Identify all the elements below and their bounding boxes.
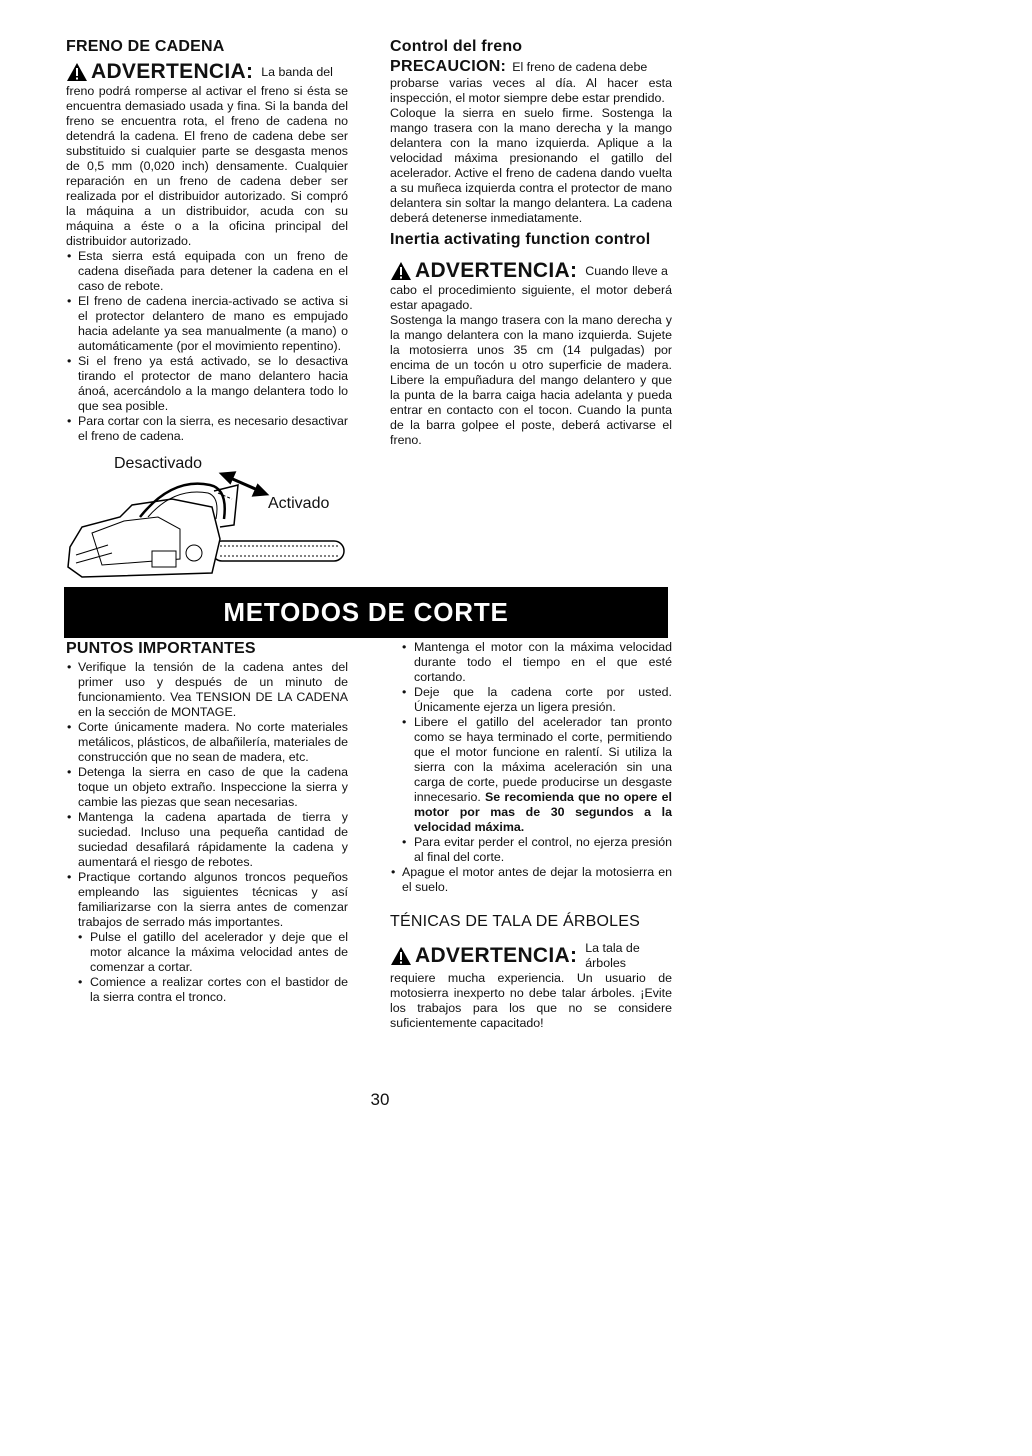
list-item: • Corte únicamente madera. No corte materiales metálicos, plásticos, de albañilería, materiales de construcción que no sean de madera, etc. [66,720,348,765]
list-item: • Mantenga el motor con la máxima velocidad durante todo el tiempo en el que esté cortando. [390,640,672,685]
figure-label-deactivated: Desactivado [114,455,203,472]
section-heading-inertia: Inertia activating function control [390,231,651,248]
brake-control-paragraph: Coloque la sierra en suelo firme. Sostenga la mango trasera con la mano derecha y la mango delantera con la mano izquierda. Aplique a la velocidad máxima presionando el gatillo del acelerador. Active el freno de cadena dando vuelta a su muñeca izquierda contra el protector de mano delantera sin soltar la mango delantera. La cadena deberá detenerse inmediatamente. [390,106,672,225]
list-item: • Para cortar con la sierra, es necesario desactivar el freno de cadena. [66,414,348,444]
list-item: • Verifique la tensión de la cadena antes del primer uso y después de un minuto de funcionamiento. Vea TENSION DE LA CADENA en la sección de MONTAGE. [66,660,348,720]
warning-header [390,941,672,971]
caution-text: probarse varias veces al día. Al hacer esta inspección, el motor siempre debe estar prendido. [390,76,672,105]
chain-brake-bullets [66,249,348,444]
list-item: • Detenga la sierra en caso de que la cadena toque un objeto extraño. Inspeccione la sierra y cambie las piezas que sean necesarias. [66,765,348,810]
double-arrow-icon [222,473,266,495]
figure-label-activated: Activado [268,495,330,512]
warning-label: ADVERTENCIA: [415,259,578,282]
list-item: • Mantenga la cadena apartada de tierra y suciedad. Incluso una pequeña cantidad de suciedad desafilará rápidamente la cadena y aumentará el riesgo de rebotes. [66,810,348,870]
chainsaw-brake-figure [62,455,362,587]
list-item: • El freno de cadena inercia-activado se activa si el protector delantero de mano es empujado hacia adelante ya sea manualmente (a mano) o automáticamente (por el movimiento repentino). [66,294,348,354]
warning-triangle-icon [390,261,412,281]
practice-sub-bullets [66,930,348,1005]
warning-label: ADVERTENCIA: [415,944,578,967]
warning-header [66,60,348,84]
warning-first-words: La banda del [261,64,333,79]
page-number: 30 [370,1090,390,1109]
list-item [390,715,672,835]
section-heading-important-points: PUNTOS IMPORTANTES [66,640,256,657]
warning-first-words: La tala de árboles [585,941,640,970]
list-item: • Deje que la cadena corte por usted. Únicamente ejerza un ligera presión. [390,685,672,715]
release-trigger-bold-text: Se recomienda que no opere el motor por mas de 30 segundos a la velocidad máxima. [414,790,672,834]
caution-header [390,58,672,76]
caution-label: PRECAUCION: [390,58,507,75]
inertia-paragraph: Sostenga la mango trasera con la mano derecha y la mango delantera con la mano izquierda. Sujete la motosierra unos 35 cm (14 pulgadas) por encima de un tocón u otro superficie de madera. Libere la empuñadura del mango delantero y que la punta de la barra caiga hacia adelanta y pueda entrar en contacto con el tocon. Cuando la punta de la barra golpee el poste, deberá activarse el freno. [390,313,672,447]
warning-text: requiere mucha experiencia. Un usuario de motosierra inexperto no debe talar árboles. ¡Evite los trabajos para los que no se considere suficientemente capacitado! [390,971,672,1030]
warning-label: ADVERTENCIA: [91,60,254,83]
warning-first-words: Cuando lleve a [585,263,668,278]
right-top-column [390,38,672,448]
warning-text: cabo el procedimiento siguiente, el motor deberá estar apagado. [390,283,672,312]
cutting-bullets [390,640,672,865]
warning-triangle-icon [66,62,88,82]
list-item: • Apague el motor antes de dejar la motosierra en el suelo. [390,865,672,895]
release-trigger-text: Libere el gatillo del acelerador tan pronto como se haya terminado el corte, permitiendo que el motor funcione en ralentí. Si utiliza la sierra con la máxima aceleración sin una carga de corte, puede producirse un desgaste innecesario. [414,715,672,804]
warning-header [390,259,672,283]
list-item: • Si el freno ya está activado, se lo desactiva tirando el protector de mano delantero hacia ánoá, acercándolo a la mango delantera todo lo que sea posible. [66,354,348,414]
important-points-bullets [66,660,348,930]
section-heading-chain-brake: FRENO DE CADENA [66,38,225,55]
warning-triangle-icon [390,946,412,966]
list-item: • Comience a realizar cortes con el bastidor de la sierra contra el tronco. [66,975,348,1005]
caution-first-words: El freno de cadena debe [512,60,648,74]
left-top-column [66,38,348,444]
section-heading-tree-felling: TÉNICAS DE TALA DE ÁRBOLES [390,913,641,930]
list-item: • Esta sierra está equipada con un freno de cadena diseñada para detener la cadena en el caso de rebote. [66,249,348,294]
list-item: • Practique cortando algunos troncos pequeños empleando las siguientes técnicas y así familiarizarse con la sierra antes de comenzar trabajos de serrado más importantes. [66,870,348,930]
right-bottom-column [390,640,672,1031]
section-heading-brake-control: Control del freno [390,38,523,55]
list-item: • Pulse el gatillo del acelerador y deje que el motor alcance la máxima velocidad antes de comenzar a cortar. [66,930,348,975]
section-banner: METODOS DE CORTE [64,587,668,638]
shutdown-bullet [390,865,672,895]
list-item: • Para evitar perder el control, no ejerza presión al final del corte. [390,835,672,865]
left-bottom-column [66,640,348,1005]
warning-text: freno podrá romperse al activar el freno si ésta se encuentra demasiado usada y fina. Si la banda del freno se encuentra rota, el freno de cadena no detendrá la cadena. El freno de cadena debe ser substituido si cualquier parte se desgasta menos de 0,5 mm (0,020 inch) densamente. Cualquier reparación en un freno de cadena deber ser realizada por el distribuidor autorizado. Si compró la máquina a un distribuidor, acuda con su máquina a éste o a la oficina principal del distribuidor autorizado. [66,84,348,248]
chainsaw-illustration [62,455,362,587]
